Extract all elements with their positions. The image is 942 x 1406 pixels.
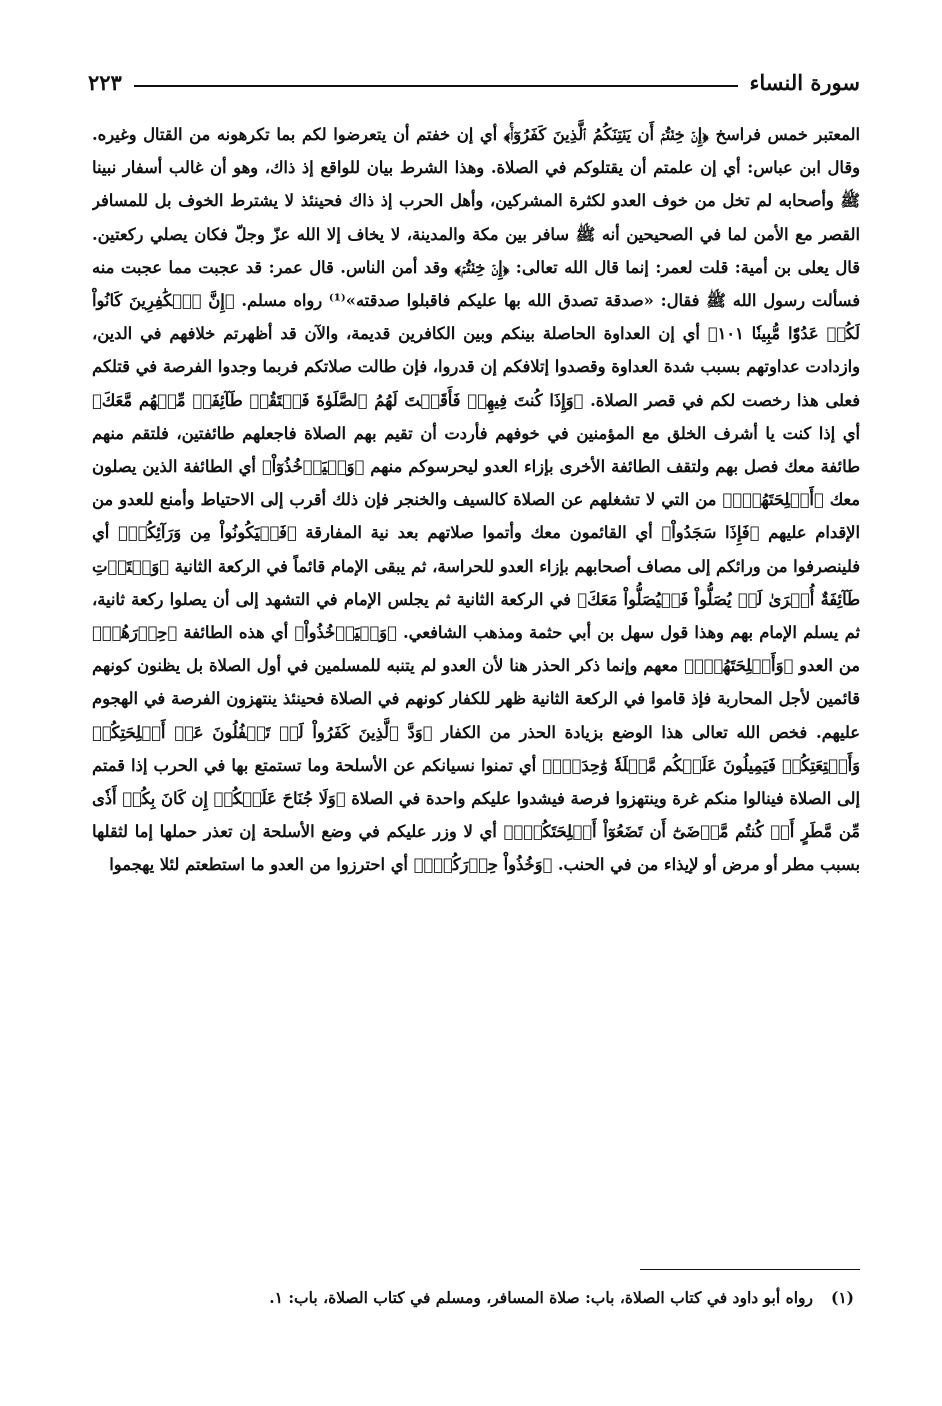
surah-title: سورة النساء	[749, 70, 860, 95]
running-header	[88, 66, 860, 100]
header-rule	[134, 85, 738, 87]
body-paragraph: المعتبر خمس فراسخ ﴿إِنۡ خِفۡتُمۡ أَن يَفۡتِنَكُمُ ٱلَّذِينَ كَفَرُوٓاْۚ﴾ أي إن خفتم أن يتعرضوا لكم بما تكرهونه من القتال وغيره. وقال ابن عباس: أي إن علمتم أن يقتلوكم في الصلاة. وهذا الشرط بيان للواقع إذ ذاك، وهو أن غالب أسفار نبينا ﷺ وأصحابه لم تخل من خوف العدو لكثرة المشركين، وأهل الحرب إذ ذاك فحينئذ لا يشترط الخوف بل للمسافر القصر مع الأمن لما في الصحيحين أنه ﷺ سافر بين مكة والمدينة، لا يخاف إلا الله عزّ وجلّ فكان يصلي ركعتين. قال يعلى بن أمية: قلت لعمر: إنما قال الله تعالى: ﴿إِنۡ خِفۡتُمۡ﴾ وقد أمن الناس. قال عمر: قد عجبت مما عجبت منه فسألت رسول الله ﷺ فقال: «صدقة تصدق الله بها عليكم فاقبلوا صدقته»⁽¹⁾ رواه مسلم. ﴿إِنَّ ٱلۡكَٰفِرِينَ كَانُواْ لَكُمۡ عَدُوّٗا مُّبِينٗا ١٠١﴾ أي إن العداوة الحاصلة بينكم وبين الكافرين قديمة، والآن قد أظهرتم خلافهم في الدين، وازدادت عداوتهم بسبب شدة العداوة وقصدوا إتلافكم إن قدروا، فإن طالت صلاتكم فربما وجدوا الفرصة في قتلكم فعلى هذا رخصت لكم في قصر الصلاة. ﴿وَإِذَا كُنتَ فِيهِمۡ فَأَقَمۡتَ لَهُمُ ٱلصَّلَوٰةَ فَلۡتَقُمۡ طَآئِفَةٞ مِّنۡهُم مَّعَكَ﴾ أي إذا كنت يا أشرف الخلق مع المؤمنين في خوفهم فأردت أن تقيم بهم الصلاة فاجعلهم طائفتين، فلتقم منهم طائفة معك فصل بهم ولتقف الطائفة الأخرى بإزاء العدو ليحرسوكم منهم ﴿وَلۡيَأۡخُذُوٓاْ﴾ أي الطائفة الذين يصلون معك ﴿أَسۡلِحَتَهُمۡۖ﴾ من التي لا تشغلهم عن الصلاة كالسيف والخنجر فإن ذلك أقرب إلى الاحتياط وأمنع للعدو من الإقدام عليهم ﴿فَإِذَا سَجَدُواْ﴾ أي القائمون معك وأتموا صلاتهم بعد نية المفارقة ﴿فَلۡيَكُونُواْ مِن وَرَآئِكُمۡ﴾ أي فلينصرفوا من ورائكم إلى مصاف أصحابهم بإزاء العدو للحراسة، ثم يبقى الإمام قائماً في الركعة الثانية ﴿وَلۡتَأۡتِ طَآئِفَةٌ أُخۡرَىٰ لَمۡ يُصَلُّواْ فَلۡيُصَلُّواْ مَعَكَ﴾ في الركعة الثانية ثم يجلس الإمام في التشهد إلى أن يصلوا ركعة ثانية، ثم يسلم الإمام بهم وهذا قول سهل بن أبي حثمة ومذهب الشافعي. ﴿وَلۡيَأۡخُذُواْ﴾ أي هذه الطائفة ﴿حِذۡرَهُمۡ﴾ من العدو ﴿وَأَسۡلِحَتَهُمۡۗ﴾ معهم وإنما ذكر الحذر هنا لأن العدو لم يتنبه للمسلمين في أول الصلاة بل يظنون كونهم قائمين لأجل المحاربة فإذ قاموا في الركعة الثانية ظهر للكفار كونهم في الصلاة فحينئذ ينتهزون الفرصة في الهجوم عليهم. فخص الله تعالى هذا الوضع بزيادة الحذر من الكفار ﴿وَدَّ ٱلَّذِينَ كَفَرُواْ لَوۡ تَغۡفُلُونَ عَنۡ أَسۡلِحَتِكُمۡ وَأَمۡتِعَتِكُمۡ فَيَمِيلُونَ عَلَيۡكُم مَّيۡلَةٗ وَٰحِدَةٗۚ﴾ أي تمنوا نسيانكم عن الأسلحة وما تستمتع بها في الحرب إذا قمتم إلى الصلاة فينالوا منكم غرة وينتهزوا فرصة فيشدوا عليكم واحدة في الصلاة ﴿وَلَا جُنَاحَ عَلَيۡكُمۡ إِن كَانَ بِكُمۡ أَذٗى مِّن مَّطَرٍ أَوۡ كُنتُم مَّرۡضَىٰٓ أَن تَضَعُوٓاْ أَسۡلِحَتَكُمۡۖ﴾ أي لا وزر عليكم في وضع الأسلحة إن تعذر حملها إما لثقلها بسبب مطر أو مرض أو لإيذاء من في الحنب. ﴿وَخُذُواْ حِذۡرَكُمۡۗ﴾ أي احترزوا من العدو ما استطعتم لئلا يهجموا	[92, 125, 860, 875]
footnote-divider	[640, 1269, 860, 1270]
footnote	[92, 1285, 854, 1311]
main-text	[92, 118, 860, 1253]
page-number: ٢٢٣	[88, 70, 122, 95]
footnote-text: رواه أبو داود في كتاب الصلاة، باب: صلاة المسافر، ومسلم في كتاب الصلاة، باب: ١.	[269, 1288, 813, 1307]
footnote-number: (١)	[830, 1288, 854, 1307]
